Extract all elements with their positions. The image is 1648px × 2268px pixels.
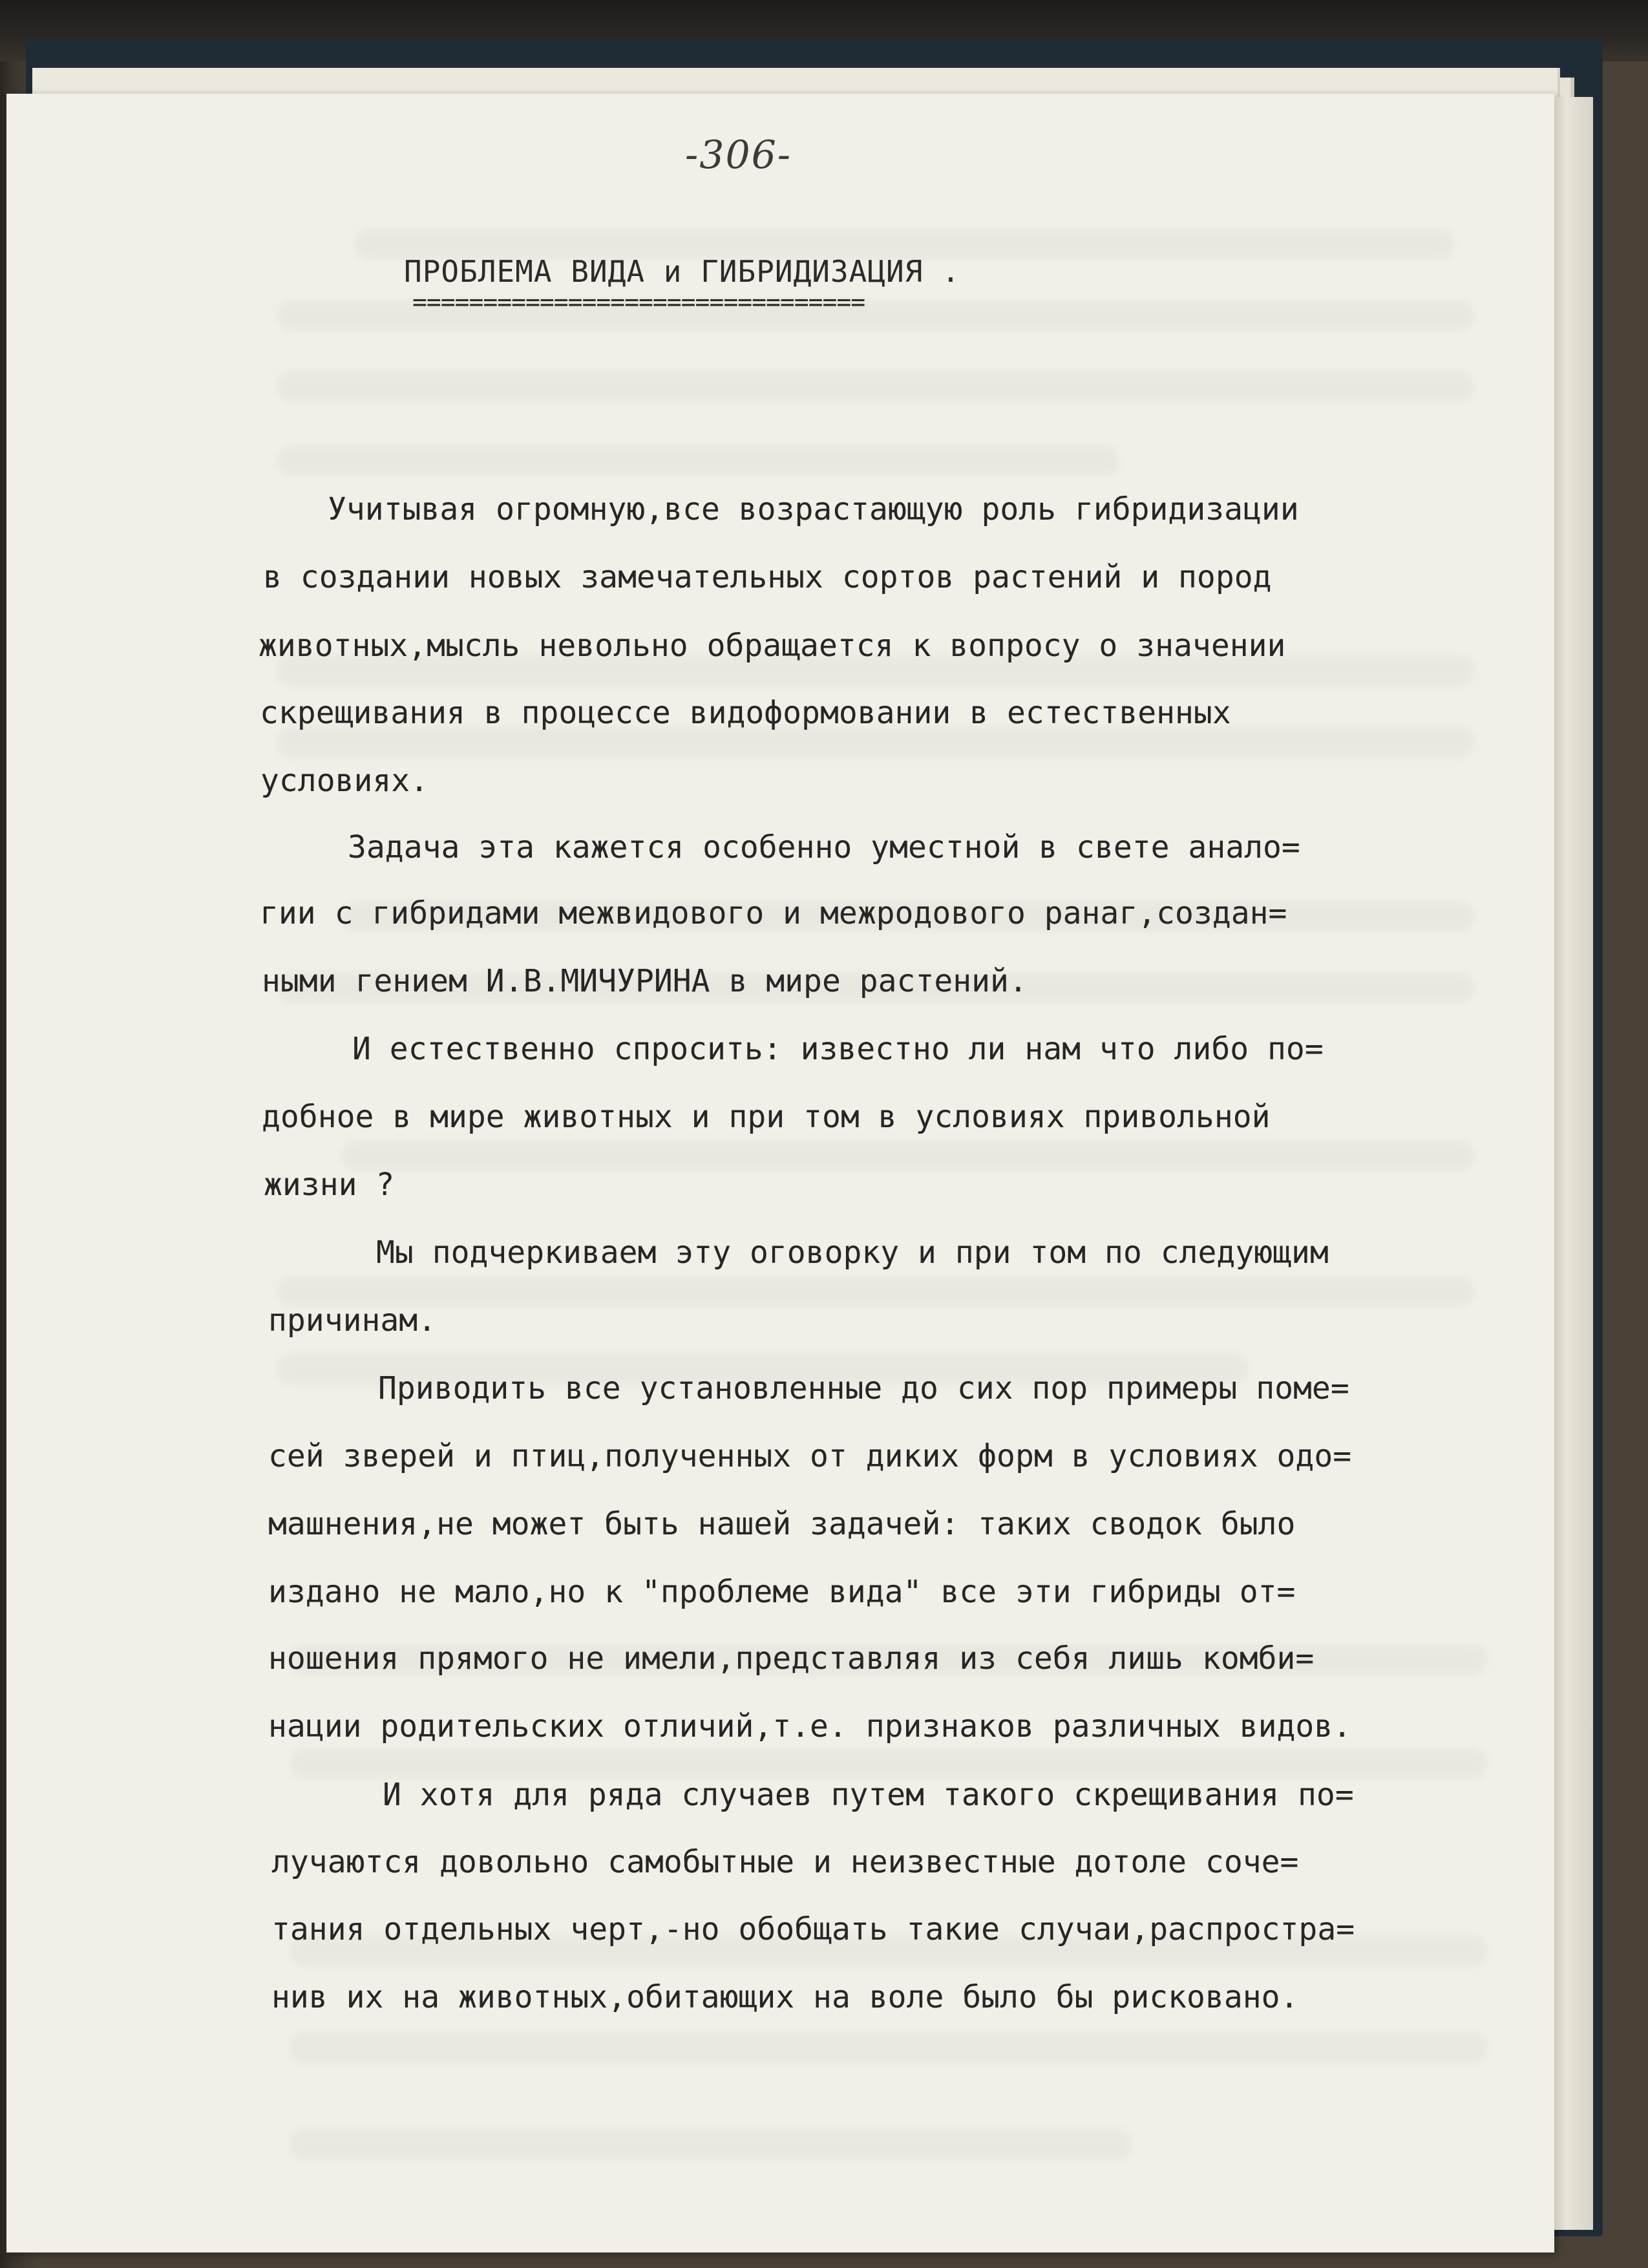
typewritten-page [6, 94, 1554, 2252]
page-number: -306- [685, 132, 792, 178]
text-line: гии с гибридами межвидового и межродового ранаг,создан= [260, 895, 1287, 931]
text-line: жизни ? [264, 1167, 395, 1203]
page-stack-edge [1554, 97, 1593, 2230]
text-line: Мы подчеркиваем эту оговорку и при том по следующим [376, 1235, 1329, 1271]
text-line: скрещивания в процессе видоформовании в естественных [260, 695, 1231, 731]
text-line: И хотя для ряда случаев путем такого скрещивания по= [383, 1777, 1354, 1813]
text-line: животных,мысль невольно обращается к вопросу о значении [259, 628, 1286, 664]
text-line: добное в мире животных и при том в условиях привольной [262, 1099, 1271, 1135]
text-line: издано не мало,но к "проблеме вида" все эти гибриды от= [268, 1574, 1296, 1610]
text-line: машнения,не может быть нашей задачей: таких сводок было [268, 1506, 1296, 1542]
text-line: тания отдельных черт,-но обобщать такие случаи,распростра= [271, 1911, 1355, 1947]
text-line: Учитывая огромную,все возрастающую роль гибридизации [328, 491, 1299, 527]
document-title: ПРОБЛЕМА ВИДА и ГИБРИДИЗАЦИЯ . [404, 254, 960, 289]
text-line: условиях. [260, 763, 429, 799]
text-line: нации родительских отличий,т.е. признаков различных видов. [268, 1708, 1352, 1744]
text-line: сей зверей и птиц,полученных от диких форм в условиях одо= [268, 1438, 1352, 1474]
text-line: нив их на животных,обитающих на воле было бы рисковано. [271, 1979, 1299, 2015]
text-line: И естественно спросить: известно ли нам что либо по= [352, 1031, 1324, 1067]
text-line: причинам. [268, 1302, 437, 1339]
text-line: ношения прямого не имели,представляя из себя лишь комби= [268, 1640, 1315, 1677]
text-line: в создании новых замечательных сортов растений и пород [263, 559, 1272, 595]
text-line: ными гением И.В.МИЧУРИНА в мире растений. [262, 963, 1028, 999]
text-line: лучаются довольно самобытные и неизвестные дотоле соче= [271, 1844, 1299, 1880]
text-line: Задача эта кажется особенно уместной в свете анало= [348, 829, 1300, 865]
title-underline: ================================ [412, 288, 865, 316]
text-line: Приводить все установленные до сих пор примеры поме= [378, 1370, 1349, 1406]
